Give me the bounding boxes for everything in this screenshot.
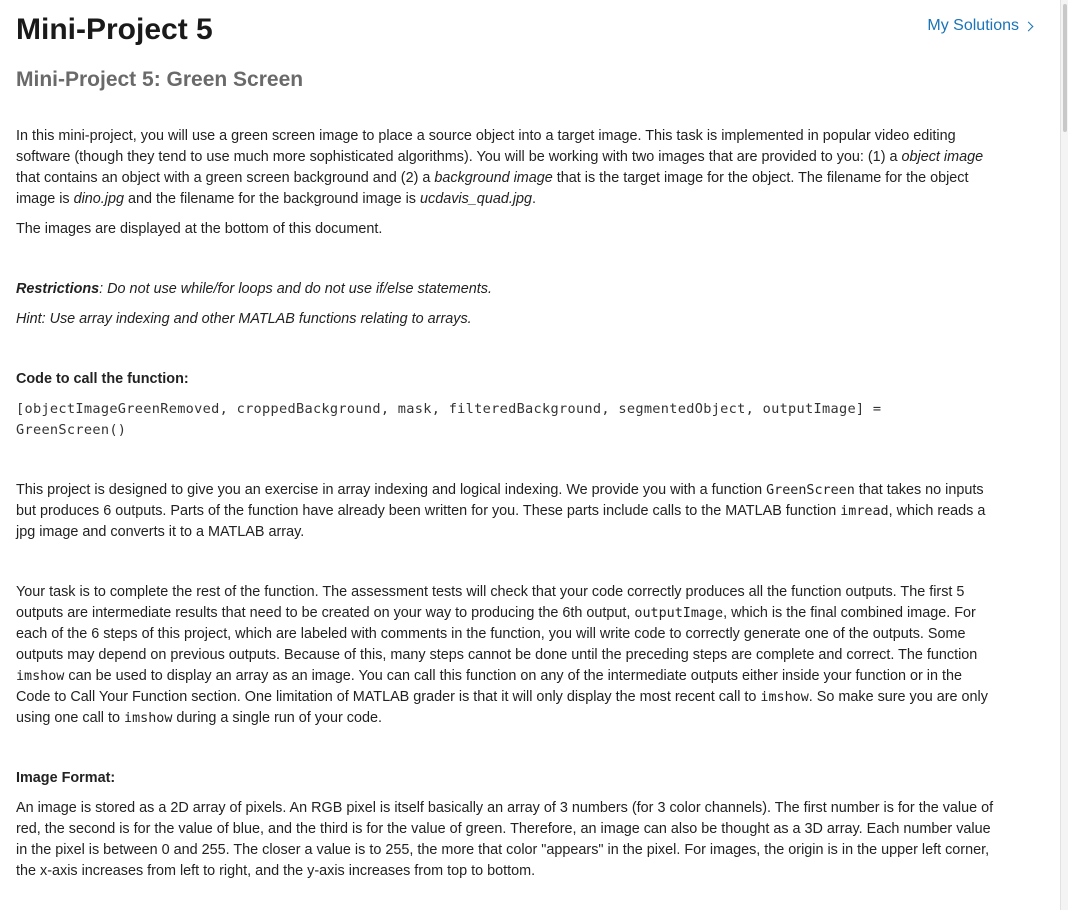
task-text-1: Your task is to complete the rest of the function. The assessment tests will check that your code correctly produces all the function outputs. The first 5 outputs are intermediate results that need to be created on your way to producing the 6th output, xyxy=(16,584,965,621)
image-format-paragraph: An image is stored as a 2D array of pixels. An RGB pixel is itself basically an array of 3 numbers (for 3 color channels). The first number is for the value of red, the second is for the value of blue, and the third is for the value of green. Therefore, an image can also be thought as a 3D array. Each number value in the pixel is between 0 and 255. The closer a value is to 255, the more that color "appears" in the pixel. For images, the origin is in the upper left corner, the x-axis increases from left to right, and the y-axis increases from top to bottom. xyxy=(16,800,994,879)
inline-code-imshow: imshow xyxy=(124,711,173,726)
hint-paragraph: Hint: Use array indexing and other MATLAB functions relating to arrays. xyxy=(16,311,472,327)
task-paragraph xyxy=(16,582,996,729)
chevron-right-icon xyxy=(1024,22,1034,32)
my-solutions-label: My Solutions xyxy=(927,17,1019,34)
intro-paragraph xyxy=(16,126,996,210)
inline-code-imshow: imshow xyxy=(760,690,809,705)
problem-description xyxy=(16,126,996,882)
page-title: Mini-Project 5 xyxy=(16,13,213,46)
restrictions-text: : Do not use while/for loops and do not use if/else statements. xyxy=(99,281,492,297)
intro-text-1: In this mini-project, you will use a green screen image to place a source object into a target image. This task is implemented in popular video editing software (though they tend to use much more sophisticated algorithms). You will be working with two images that are provided to you: (1) a xyxy=(16,128,956,165)
inline-code-imshow: imshow xyxy=(16,669,65,684)
inline-code-greenscreen: GreenScreen xyxy=(766,483,855,498)
page-scrollbar[interactable] xyxy=(1060,0,1068,910)
project-text-3: , which reads a jpg image and converts it to a MATLAB array. xyxy=(16,503,986,540)
intro-emphasis-quad-file: ucdavis_quad.jpg xyxy=(420,191,533,207)
code-line-1: [objectImageGreenRemoved, croppedBackground, mask, filteredBackground, segmentedObject, outputImage] = xyxy=(16,401,882,417)
scrollbar-thumb[interactable] xyxy=(1063,4,1067,132)
code-call-heading: Code to call the function: xyxy=(16,371,189,387)
intro-emphasis-background-image: background image xyxy=(434,170,553,186)
project-text-1: This project is designed to give you an exercise in array indexing and logical indexing. We provide you with a function xyxy=(16,482,767,498)
intro-text-2: that contains an object with a green screen background and (2) a xyxy=(16,170,435,186)
my-solutions-link[interactable] xyxy=(927,16,1032,36)
intro-text-3: that is the target image for the object. The filename for the object image is xyxy=(16,170,969,207)
problem-subtitle: Mini-Project 5: Green Screen xyxy=(16,68,304,91)
task-text-5: during a single run of your code. xyxy=(172,710,382,726)
project-text-2: that takes no inputs but produces 6 outputs. Parts of the function have already been written for you. These parts include calls to the MATLAB function xyxy=(16,482,984,519)
intro-emphasis-object-image: object image xyxy=(901,149,984,165)
code-block xyxy=(16,399,996,441)
restrictions-paragraph xyxy=(16,279,996,300)
task-text-3: can be used to display an array as an image. You can call this function on any of the intermediate outputs either inside your function or in the Code to Call Your Function section. One limitation of MATLAB grader is that it will only display the most recent call to xyxy=(16,668,962,705)
intro-text-5: . xyxy=(532,191,537,207)
code-line-2: GreenScreen() xyxy=(16,422,127,438)
intro-text-4: and the filename for the background image is xyxy=(124,191,421,207)
inline-code-outputimage: outputImage xyxy=(634,606,724,621)
restrictions-label: Restrictions xyxy=(16,281,100,297)
inline-code-imread: imread xyxy=(840,504,889,519)
image-format-heading: Image Format: xyxy=(16,770,116,786)
intro-emphasis-dino-file: dino.jpg xyxy=(73,191,125,207)
project-paragraph xyxy=(16,480,996,543)
task-text-2: , which is the final combined image. For each of the 6 steps of this project, which are labeled with comments in the function, you will write code to correctly generate one of the outputs. Some outputs may depend on previous outputs. Because of this, many steps cannot be done until the preceding steps are complete and correct. The function xyxy=(16,605,978,663)
images-note: The images are displayed at the bottom of this document. xyxy=(16,221,383,237)
task-text-4: . So make sure you are only using one call to xyxy=(16,689,988,726)
